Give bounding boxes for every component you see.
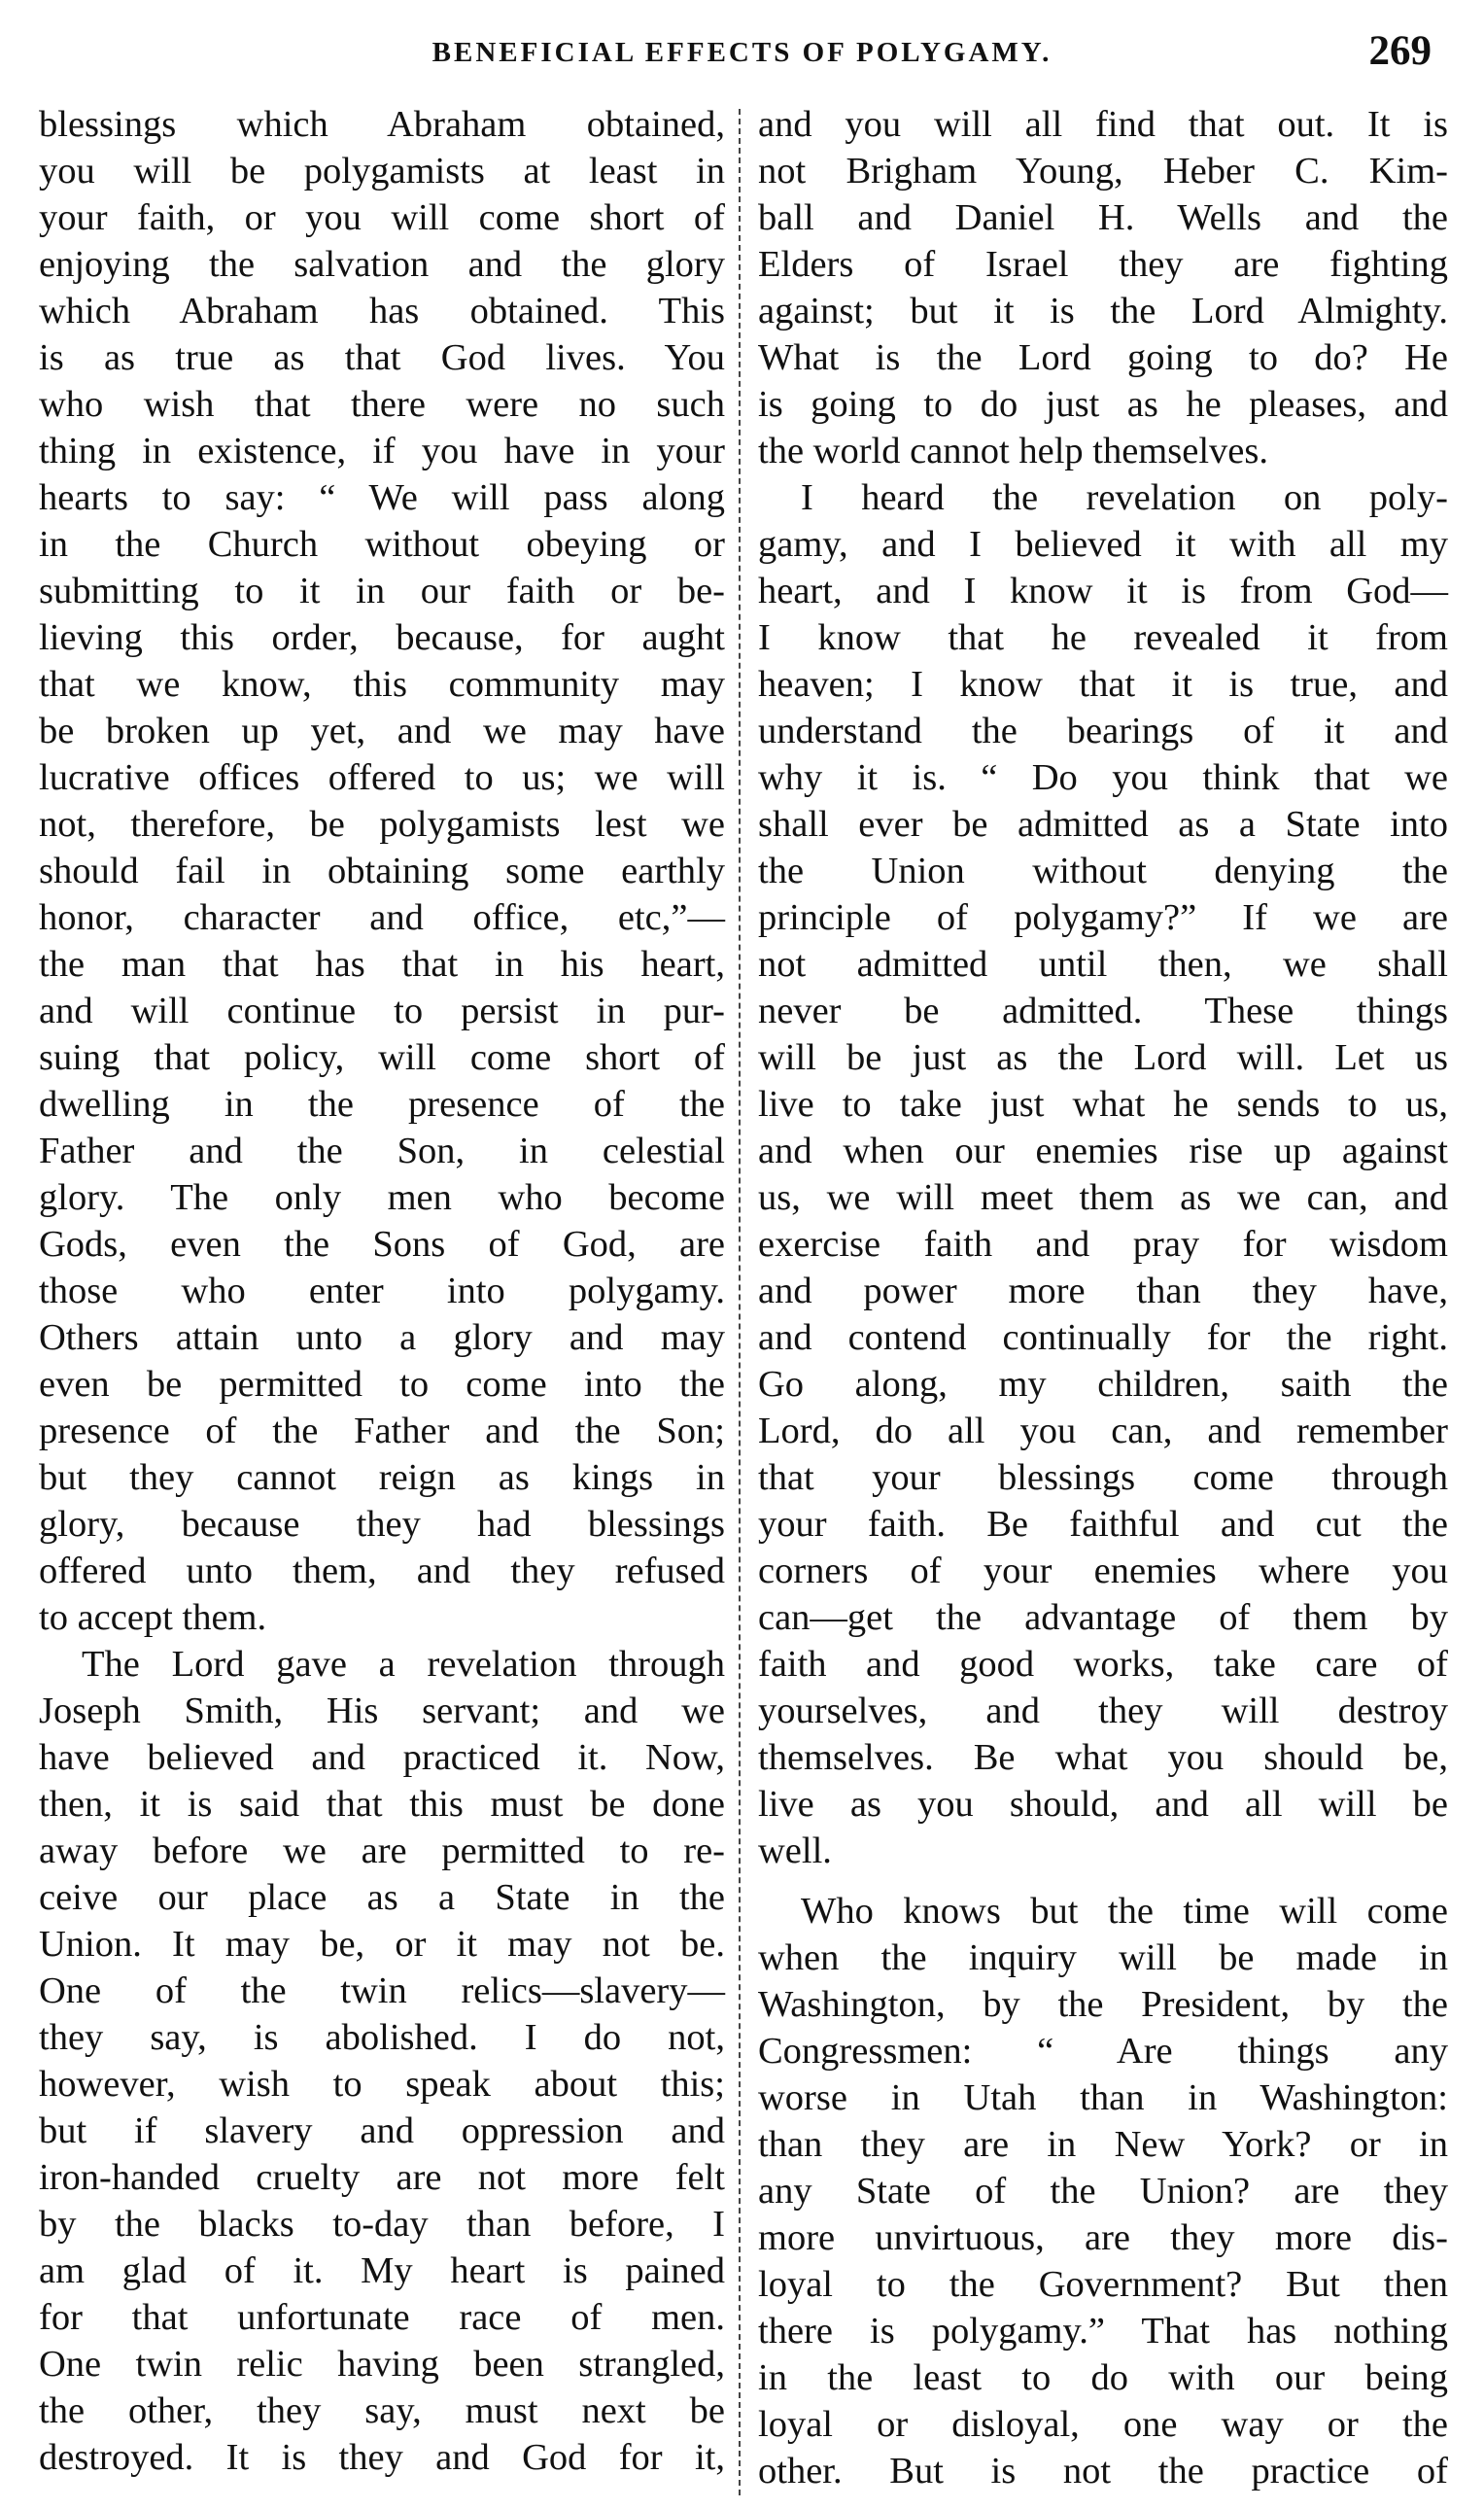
text-line: the other, they say, must next be (39, 2390, 725, 2431)
text-line: you will be polygamists at least in (39, 151, 725, 192)
text-line: live to take just what he sends to us, (758, 1084, 1448, 1125)
text-line: your faith. Be faithful and cut the (758, 1504, 1448, 1545)
text-line: not Brigham Young, Heber C. Kim- (758, 151, 1448, 192)
text-line: that your blessings come through (758, 1457, 1448, 1498)
running-head: BENEFICIAL EFFECTS OF POLYGAMY. (431, 37, 1053, 68)
text-line: ball and Daniel H. Wells and the (758, 197, 1448, 238)
left-column (39, 101, 725, 2481)
text-line: understand the bearings of it and (758, 711, 1448, 751)
text-line: Gods, even the Sons of God, are (39, 1224, 725, 1265)
text-line: am glad of it. My heart is pained (39, 2250, 725, 2291)
text-line: yourselves, and they will destroy (758, 1690, 1448, 1731)
text-line: in the Church without obeying or (39, 524, 725, 565)
text-line: who wish that there were no such (39, 384, 725, 425)
page-header (0, 0, 1484, 107)
text-line: Union. It may be, or it may not be. (39, 1924, 725, 1965)
column-divider (739, 109, 741, 2495)
text-line: us, we will meet them as we can, and (758, 1177, 1448, 1218)
text-line: other. But is not the practice of (758, 2451, 1448, 2492)
text-line: then, it is said that this must be done (39, 1784, 725, 1825)
text-line: enjoying the salvation and the glory (39, 244, 725, 285)
text-line: Lord, do all you can, and remember (758, 1411, 1448, 1451)
text-line: Go along, my children, saith the (758, 1364, 1448, 1405)
text-line: dwelling in the presence of the (39, 1084, 725, 1125)
text-line: exercise faith and pray for wisdom (758, 1224, 1448, 1265)
text-line: to accept them. (39, 1597, 267, 1638)
text-line: the Union without denying the (758, 851, 1448, 891)
text-line: they say, is abolished. I do not, (39, 2017, 725, 2058)
text-line: should fail in obtaining some earthly (39, 851, 725, 891)
text-line: be broken up yet, and we may have (39, 711, 725, 751)
text-line: glory. The only men who become (39, 1177, 725, 1218)
text-line: loyal to the Government? But then (758, 2264, 1448, 2305)
text-line: One of the twin relics—slavery— (39, 1970, 725, 2011)
text-line: the man that has that in his heart, (39, 944, 725, 985)
text-line: Who knows but the time will come (801, 1891, 1448, 1932)
text-line: well. (758, 1830, 832, 1871)
text-line: One twin relic having been strangled, (39, 2344, 725, 2385)
text-line: heaven; I know that it is true, and (758, 664, 1448, 705)
text-line: will be just as the Lord will. Let us (758, 1037, 1448, 1078)
text-line: but if slavery and oppression and (39, 2110, 725, 2151)
text-line: not admitted until then, we shall (758, 944, 1448, 985)
page-number: 269 (1368, 28, 1432, 74)
text-line: loyal or disloyal, one way or the (758, 2404, 1448, 2445)
text-line: suing that policy, will come short of (39, 1037, 725, 1078)
text-line: those who enter into polygamy. (39, 1271, 725, 1311)
text-line: have believed and practiced it. Now, (39, 1737, 725, 1778)
text-line: any State of the Union? are they (758, 2171, 1448, 2212)
text-line: blessings which Abraham obtained, (39, 104, 725, 145)
text-line: glory, because they had blessings (39, 1504, 725, 1545)
text-line: is as true as that God lives. You (39, 337, 725, 378)
text-line: in the least to do with our being (758, 2357, 1448, 2398)
text-line: however, wish to speak about this; (39, 2064, 725, 2105)
text-line: faith and good works, take care of (758, 1644, 1448, 1685)
paragraph-gap (758, 1874, 1448, 1888)
text-line: corners of your enemies where you (758, 1551, 1448, 1591)
text-line: never be admitted. These things (758, 991, 1448, 1031)
text-line: Congressmen: “ Are things any (758, 2031, 1448, 2072)
text-line: against; but it is the Lord Almighty. (758, 291, 1448, 331)
text-line: for that unfortunate race of men. (39, 2297, 725, 2338)
text-line: the world cannot help themselves. (758, 431, 1268, 471)
text-line: by the blacks to-day than before, I (39, 2204, 725, 2245)
text-line: offered unto them, and they refused (39, 1551, 725, 1591)
text-line: honor, character and office, etc,”— (39, 897, 725, 938)
text-line: submitting to it in our faith or be- (39, 571, 725, 611)
text-line: destroyed. It is they and God for it, (39, 2437, 725, 2478)
text-line: and contend continually for the right. (758, 1317, 1448, 1358)
text-line: shall ever be admitted as a State into (758, 804, 1448, 845)
text-line: and you will all find that out. It is (758, 104, 1448, 145)
text-line: lucrative offices offered to us; we will (39, 757, 725, 798)
text-line: not, therefore, be polygamists lest we (39, 804, 725, 845)
text-line: than they are in New York? or in (758, 2124, 1448, 2165)
text-line: even be permitted to come into the (39, 1364, 725, 1405)
text-line: but they cannot reign as kings in (39, 1457, 725, 1498)
text-line: that we know, this community may (39, 664, 725, 705)
text-line: more unvirtuous, are they more dis- (758, 2217, 1448, 2258)
text-line: is going to do just as he pleases, and (758, 384, 1448, 425)
text-line: when the inquiry will be made in (758, 1937, 1448, 1978)
text-line: I know that he revealed it from (758, 617, 1448, 658)
text-line: I heard the revelation on poly- (801, 477, 1448, 518)
text-line: Father and the Son, in celestial (39, 1131, 725, 1171)
text-line: iron-handed cruelty are not more felt (39, 2157, 725, 2198)
text-line: away before we are permitted to re- (39, 1830, 725, 1871)
text-line: Others attain unto a glory and may (39, 1317, 725, 1358)
text-line: and power more than they have, (758, 1271, 1448, 1311)
right-column (758, 101, 1448, 2494)
text-line: principle of polygamy?” If we are (758, 897, 1448, 938)
text-line: ceive our place as a State in the (39, 1877, 725, 1918)
text-line: Washington, by the President, by the (758, 1984, 1448, 2025)
text-line: Joseph Smith, His servant; and we (39, 1690, 725, 1731)
text-line: The Lord gave a revelation through (82, 1644, 725, 1685)
text-line: worse in Utah than in Washington: (758, 2077, 1448, 2118)
text-line: presence of the Father and the Son; (39, 1411, 725, 1451)
text-line: which Abraham has obtained. This (39, 291, 725, 331)
text-line: live as you should, and all will be (758, 1784, 1448, 1825)
text-line: can—get the advantage of them by (758, 1597, 1448, 1638)
text-line: there is polygamy.” That has nothing (758, 2311, 1448, 2352)
text-line: hearts to say: “ We will pass along (39, 477, 725, 518)
text-line: why it is. “ Do you think that we (758, 757, 1448, 798)
text-line: thing in existence, if you have in your (39, 431, 725, 471)
text-line: and when our enemies rise up against (758, 1131, 1448, 1171)
text-line: heart, and I know it is from God— (758, 571, 1448, 611)
text-line: your faith, or you will come short of (39, 197, 725, 238)
text-line: gamy, and I believed it with all my (758, 524, 1448, 565)
text-line: What is the Lord going to do? He (758, 337, 1448, 378)
text-line: lieving this order, because, for aught (39, 617, 725, 658)
text-line: themselves. Be what you should be, (758, 1737, 1448, 1778)
text-line: and will continue to persist in pur- (39, 991, 725, 1031)
text-line: Elders of Israel they are fighting (758, 244, 1448, 285)
